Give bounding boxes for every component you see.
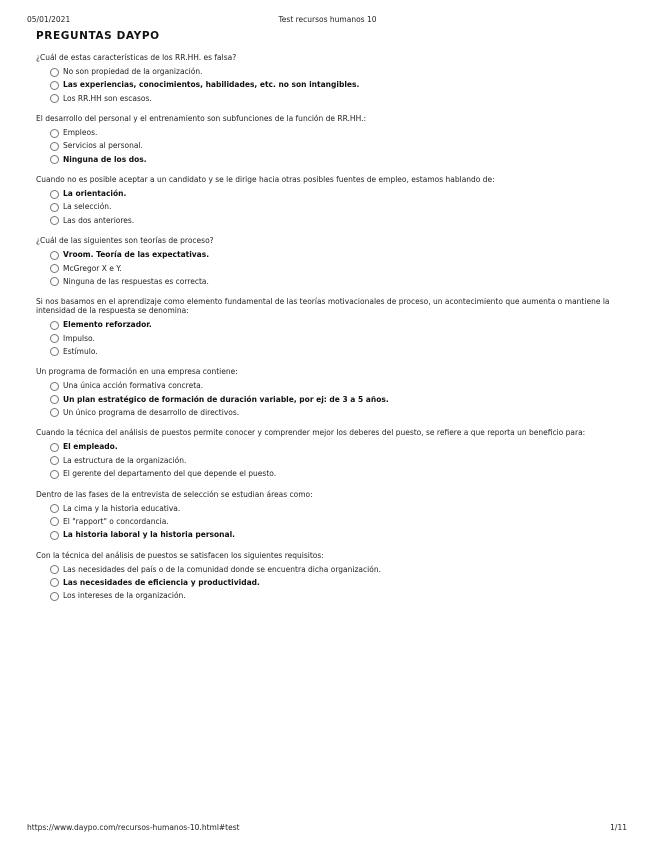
answer-option-label: El gerente del departamento del que depende el puesto.	[63, 469, 277, 479]
answer-option-correct[interactable]	[48, 393, 611, 406]
answer-option-label: La selección.	[63, 202, 112, 212]
answer-option-label: Un plan estratégico de formación de duración variable, por ej: de 3 a 5 años.	[63, 394, 389, 404]
answer-option[interactable]	[48, 502, 611, 515]
radio-button-icon[interactable]	[50, 531, 59, 540]
answer-option-correct[interactable]	[48, 153, 611, 166]
answer-option-label: Vroom. Teoría de las expectativas.	[63, 250, 210, 260]
answer-option[interactable]	[48, 515, 611, 528]
radio-button-icon[interactable]	[50, 94, 59, 103]
answer-option-label: Elemento reforzador.	[63, 320, 152, 330]
answer-option-label: Ninguna de las respuestas es correcta.	[63, 276, 209, 286]
radio-button-icon[interactable]	[50, 347, 59, 356]
radio-button-icon[interactable]	[50, 216, 59, 225]
radio-button-icon[interactable]	[50, 277, 59, 286]
answer-option[interactable]	[48, 92, 611, 105]
print-footer-url: https://www.daypo.com/recursos-humanos-10.html#test	[27, 823, 240, 832]
answer-option-label: La historia laboral y la historia personal.	[63, 530, 235, 540]
print-header-title: Test recursos humanos 10	[278, 15, 377, 24]
radio-button-icon[interactable]	[50, 334, 59, 343]
answer-option[interactable]	[48, 589, 611, 602]
print-footer-page-number: 1/11	[610, 823, 627, 832]
answer-option[interactable]	[48, 332, 611, 345]
answer-option-label: Las dos anteriores.	[63, 215, 135, 225]
answer-option-label: Las necesidades de eficiencia y productividad.	[63, 577, 260, 587]
answer-option[interactable]	[48, 467, 611, 480]
question-text: Un programa de formación en una empresa contiene:	[36, 367, 238, 377]
radio-button-icon[interactable]	[50, 395, 59, 404]
answer-option-label: Servicios al personal.	[63, 141, 143, 151]
answer-option-label: La cima y la historia educativa.	[63, 503, 181, 513]
answer-option[interactable]	[48, 65, 611, 78]
radio-button-icon[interactable]	[50, 142, 59, 151]
question-list	[36, 53, 611, 612]
question-block	[36, 551, 611, 603]
answer-option[interactable]	[48, 345, 611, 358]
question-block	[36, 490, 611, 542]
radio-button-icon[interactable]	[50, 517, 59, 526]
question-text: ¿Cuál de las siguientes son teorías de proceso?	[36, 236, 214, 246]
radio-button-icon[interactable]	[50, 155, 59, 164]
answer-option-label: La estructura de la organización.	[63, 455, 187, 465]
question-block	[36, 297, 611, 358]
question-text: El desarrollo del personal y el entrenamiento son subfunciones de la función de RR.HH.:	[36, 114, 366, 124]
answer-option[interactable]	[48, 563, 611, 576]
radio-button-icon[interactable]	[50, 578, 59, 587]
answer-option-label: El empleado.	[63, 442, 118, 452]
radio-button-icon[interactable]	[50, 68, 59, 77]
answer-option-label: El "rapport" o concordancia.	[63, 516, 169, 526]
answer-option[interactable]	[48, 454, 611, 467]
answer-option[interactable]	[48, 126, 611, 139]
print-header-date: 05/01/2021	[27, 15, 71, 24]
answer-option-correct[interactable]	[48, 187, 611, 200]
radio-button-icon[interactable]	[50, 382, 59, 391]
answer-option-label: Ninguna de los dos.	[63, 154, 147, 164]
answer-option-label: Estímulo.	[63, 346, 98, 356]
question-block	[36, 175, 611, 227]
answer-option-correct[interactable]	[48, 78, 611, 91]
answer-option-label: Una única acción formativa concreta.	[63, 381, 204, 391]
question-block	[36, 53, 611, 105]
answer-option-label: La orientación.	[63, 189, 127, 199]
answer-option-label: McGregor X e Y.	[63, 263, 122, 273]
radio-button-icon[interactable]	[50, 456, 59, 465]
answer-option-correct[interactable]	[48, 576, 611, 589]
answer-option[interactable]	[48, 406, 611, 419]
question-text: Cuando la técnica del análisis de puestos permite conocer y comprender mejor los deberes del puesto, se refiere a que reporta un beneficio para:	[36, 428, 586, 438]
radio-button-icon[interactable]	[50, 443, 59, 452]
question-text: ¿Cuál de estas características de los RR.HH. es falsa?	[36, 53, 237, 62]
answer-option-label: Un único programa de desarrollo de directivos.	[63, 407, 240, 417]
radio-button-icon[interactable]	[50, 264, 59, 273]
page-title: PREGUNTAS DAYPO	[36, 30, 160, 42]
radio-button-icon[interactable]	[50, 190, 59, 199]
answer-option-label: No son propiedad de la organización.	[63, 67, 203, 76]
question-text: Si nos basamos en el aprendizaje como elemento fundamental de las teorías motivacionales de proceso, un acontecimiento que aumenta o mantiene la intensidad de la respuesta se denomina:	[36, 297, 610, 316]
question-text: Con la técnica del análisis de puestos se satisfacen los siguientes requisitos:	[36, 550, 324, 560]
radio-button-icon[interactable]	[50, 203, 59, 212]
answer-option[interactable]	[48, 139, 611, 152]
radio-button-icon[interactable]	[50, 81, 59, 90]
question-text: Cuando no es posible aceptar a un candidato y se le dirige hacia otras posibles fuentes de empleo, estamos hablando de:	[36, 175, 495, 185]
radio-button-icon[interactable]	[50, 592, 59, 601]
answer-option[interactable]	[48, 275, 611, 288]
question-block	[36, 236, 611, 288]
answer-option-correct[interactable]	[48, 440, 611, 453]
answer-option-label: Los RR.HH son escasos.	[63, 93, 152, 103]
answer-option[interactable]	[48, 214, 611, 227]
answer-option-label: Las experiencias, conocimientos, habilidades, etc. no son intangibles.	[63, 80, 360, 90]
answer-option-label: Las necesidades del país o de la comunidad donde se encuentra dicha organización.	[63, 564, 381, 574]
question-text: Dentro de las fases de la entrevista de selección se estudian áreas como:	[36, 489, 313, 499]
answer-option-label: Empleos.	[63, 128, 98, 138]
answer-option-correct[interactable]	[48, 248, 611, 261]
answer-option-correct[interactable]	[48, 318, 611, 331]
question-block	[36, 367, 611, 419]
answer-option[interactable]	[48, 200, 611, 213]
radio-button-icon[interactable]	[50, 470, 59, 479]
answer-option[interactable]	[48, 262, 611, 275]
radio-button-icon[interactable]	[50, 321, 59, 330]
answer-option-label: Los intereses de la organización.	[63, 591, 186, 601]
answer-option-label: Impulso.	[63, 333, 95, 343]
question-block	[36, 114, 611, 166]
radio-button-icon[interactable]	[50, 565, 59, 574]
radio-button-icon[interactable]	[50, 504, 59, 513]
radio-button-icon[interactable]	[50, 408, 59, 417]
question-block	[36, 428, 611, 480]
radio-button-icon[interactable]	[50, 129, 59, 138]
radio-button-icon[interactable]	[50, 251, 59, 260]
answer-option-correct[interactable]	[48, 528, 611, 541]
answer-option[interactable]	[48, 379, 611, 392]
